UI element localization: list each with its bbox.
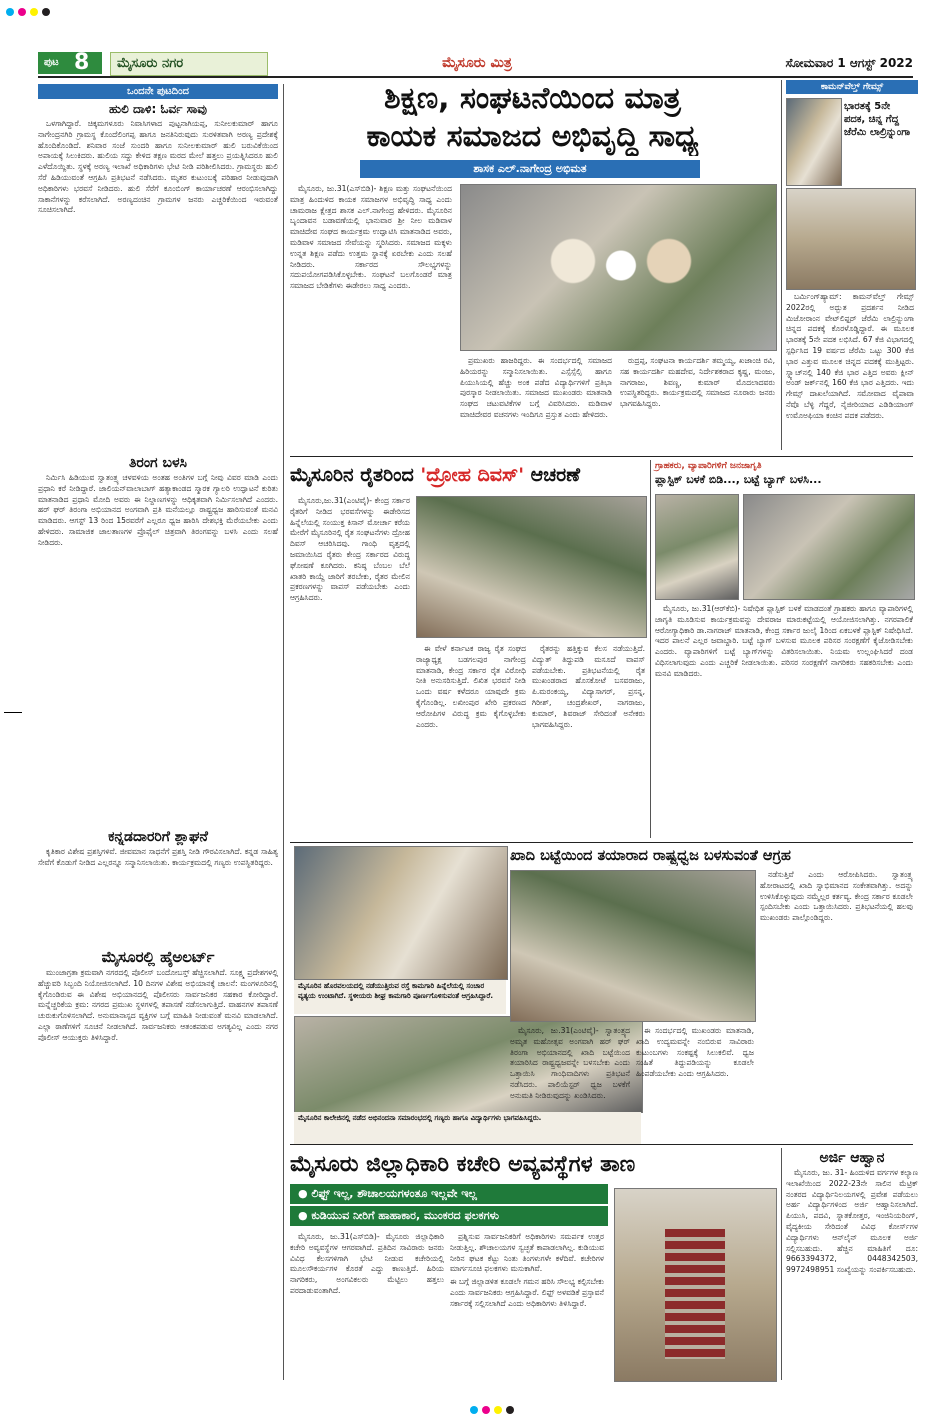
plastic-body [655,604,913,838]
raitha-body-right [532,644,645,838]
lead-body-left-text: ಮೈಸೂರು, ಜು.31(ಎಸ್‌ಬಿಡಿ)- ಶಿಕ್ಷಣ ಮತ್ತು ಸಂಘಟನೆಯಿಂದ ಮಾತ್ರ ಹಿಂದುಳಿದ ಕಾಯಕ ಸಮಾಜಗಳ ಅಭಿವೃದ್ಧಿ ಸಾಧ್ಯ ಎಂದು ಚಾಮರಾಜ ಕ್ಷೇತ್ರದ ಶಾಸಕ ಎಲ್.ನಾಗೇಂದ್ರ ಹೇಳಿದರು. ಮೈಸೂರಿನ ಬೃಂದಾವನ ಬಡಾವಣೆಯಲ್ಲಿ ಭಾನುವಾರ ಶ್ರೀ ನೀಲ ಮಡಿವಾಳ ಮಾಚಿದೇವ ಸಂಘದ ಕಾರ್ಯಕ್ರಮ ಉದ್ಘಾಟಿಸಿ ಮಾತನಾಡಿದ ಅವರು, ಮಡಿವಾಳ ಸಮಾಜದ ಸೇವೆಯನ್ನು ಸ್ಮರಿಸಿದರು. ಸಮಾಜದ ಮಕ್ಕಳು ಉನ್ನತ ಶಿಕ್ಷಣ ಪಡೆದು ಉತ್ತಮ ಸ್ಥಾನಕ್ಕೆ ಏರಬೇಕು ಎಂದು ಸಲಹೆ ನೀಡಿದರು. ಸರ್ಕಾರದ ಸೌಲಭ್ಯಗಳನ್ನು ಸದುಪಯೋಗಪಡಿಸಿಕೊಳ್ಳಬೇಕು. ಸಂಘಟನೆ ಬಲಗೊಂಡರೆ ಮಾತ್ರ ಸಮಾಜದ ಬೇಡಿಕೆಗಳು ಈಡೇರಲು ಸಾಧ್ಯ ಎಂದರು. [290,184,452,291]
application-body-text: ಮೈಸೂರು, ಜು. 31- ಹಿಂದುಳಿದ ವರ್ಗಗಳ ಕಲ್ಯಾಣ ಇಲಾಖೆಯಿಂದ 2022-23ನೇ ಸಾಲಿನ ಮೆಟ್ರಿಕ್ ನಂತರದ ವಿದ್ಯಾರ್ಥಿನಿಲಯಗಳಲ್ಲಿ ಪ್ರವೇಶ ಪಡೆಯಲು ಅರ್ಹ ವಿದ್ಯಾರ್ಥಿಗಳಿಂದ ಅರ್ಜಿ ಆಹ್ವಾನಿಸಲಾಗಿದೆ. ಪಿಯುಸಿ, ಪದವಿ, ಸ್ನಾತಕೋತ್ತರ, ಇಂಜಿನಿಯರಿಂಗ್, ವೈದ್ಯಕೀಯ ಸೇರಿದಂತೆ ವಿವಿಧ ಕೋರ್ಸ್‌ಗಳ ವಿದ್ಯಾರ್ಥಿಗಳು ಆನ್‌ಲೈನ್ ಮೂಲಕ ಅರ್ಜಿ ಸಲ್ಲಿಸಬಹುದು. ಹೆಚ್ಚಿನ ಮಾಹಿತಿಗೆ ದೂ: 9663394372, 0448342503, 9972498951 ಸಂಖ್ಯೆಯನ್ನು ಸಂಪರ್ಕಿಸಬಹುದು. [786,1168,918,1275]
raitha-body-right-text: ರೈತರನ್ನು ಹತ್ತಿಕ್ಕುವ ಕೆಲಸ ನಡೆಯುತ್ತಿದೆ. ವಿದ್ಯುತ್ ತಿದ್ದುಪಡಿ ಮಸೂದೆ ವಾಪಸ್ ಪಡೆಯಬೇಕು. ಪ್ರತಿಭಟನೆಯಲ್ಲಿ ರೈತ ಮುಖಂಡರಾದ ಹೊಸಕೋಟೆ ಬಸವರಾಜು, ಪಿ.ಮರಂಕಯ್ಯ, ವಿದ್ಯಾಸಾಗರ್, ಪ್ರಸನ್ನ, ಗಿರೀಶ್, ಚಂದ್ರಶೇಖರ್, ನಾಗರಾಜು, ಕುಮಾರ್, ಶಿವರಾಜ್ ಸೇರಿದಂತೆ ಅನೇಕರು ಭಾಗವಹಿಸಿದ್ದರು. [532,644,645,729]
raitha-body-left-text: ಮೈಸೂರು,ಜು.31(ಎಂಟಿವೈ)- ಕೇಂದ್ರ ಸರ್ಕಾರ ರೈತರಿಗೆ ನೀಡಿದ ಭರವಸೆಗಳನ್ನು ಈಡೇರಿಸದ ಹಿನ್ನೆಲೆಯಲ್ಲಿ ಸಂಯುಕ್ತ ಕಿಸಾನ್ ಮೋರ್ಚಾ ಕರೆಯ ಮೇರೆಗೆ ಮೈಸೂರಿನಲ್ಲಿ ರೈತ ಸಂಘಟನೆಗಳು ದ್ರೋಹ ದಿವಸ್ ಆಚರಿಸಿದವು. ಗಾಂಧಿ ವೃತ್ತದಲ್ಲಿ ಜಮಾಯಿಸಿದ ರೈತರು ಕೇಂದ್ರ ಸರ್ಕಾರದ ವಿರುದ್ಧ ಘೋಷಣೆ ಕೂಗಿದರು. ಕನಿಷ್ಠ ಬೆಂಬಲ ಬೆಲೆ ಖಾತರಿ ಕಾಯ್ದೆ ಜಾರಿಗೆ ತರಬೇಕು, ರೈತರ ಮೇಲಿನ ಪ್ರಕರಣಗಳನ್ನು ವಾಪಸ್ ಪಡೆಯಬೇಕು ಎಂದು ಆಗ್ರಹಿಸಿದರು. [290,496,410,603]
construction-photo [294,846,508,980]
application-call [781,1148,918,1380]
dc-office-bullet-2: ● ಕುಡಿಯುವ ನೀರಿಗೆ ಹಾಹಾಕಾರ, ಮುಂಕರದ ಫಲಕಗಳು [290,1206,608,1226]
raitha-headline-b: 'ದ್ರೋಹ ದಿವಸ್' [420,464,525,486]
raitha-story [290,460,645,838]
khadi-body-right [760,870,913,1140]
khadi-body-right-text: ನಡೆಸುತ್ತಿವೆ ಎಂದು ಆರೋಪಿಸಿದರು. ಸ್ವಾತಂತ್ರ್ಯ ಹೋರಾಟದಲ್ಲಿ ಖಾದಿ ಸ್ವಾಭಿಮಾನದ ಸಂಕೇತವಾಗಿತ್ತು. ಅದನ್ನು ಉಳಿಸಿಕೊಳ್ಳುವುದು ನಮ್ಮೆಲ್ಲರ ಕರ್ತವ್ಯ. ಕೇಂದ್ರ ಸರ್ಕಾರ ಕೂಡಲೇ ಸ್ಪಂದಿಸಬೇಕು ಎಂದು ಒತ್ತಾಯಿಸಿದರು. ಪ್ರತಿಭಟನೆಯಲ್ಲಿ ಹಲವು ಮುಖಂಡರು ಪಾಲ್ಗೊಂಡಿದ್ದರು. [760,870,913,923]
lead-body-left [290,184,452,450]
tiranga-body [38,473,278,823]
khadi-story [510,846,913,1140]
raitha-headline [290,460,645,490]
lead-photo-figures [501,225,741,315]
staircase-shape [665,1229,725,1359]
continued-banner: ಒಂದನೇ ಪುಟದಿಂದ [38,84,278,99]
masthead-rule [38,76,913,78]
left-column [38,84,278,1380]
page-label: ಪುಟ [44,57,59,68]
registration-mark-magenta [18,8,26,16]
khadi-body-center [636,1026,754,1140]
khadi-photo [510,870,756,1022]
raitha-headline-c: ಆಚರಣೆ [524,464,581,486]
high-alert-text: ಮುಂಜಾಗ್ರತಾ ಕ್ರಮವಾಗಿ ನಗರದಲ್ಲಿ ಪೊಲೀಸ್ ಬಂದೋಬಸ್ತ್ ಹೆಚ್ಚಿಸಲಾಗಿದೆ. ಸೂಕ್ಷ್ಮ ಪ್ರದೇಶಗಳಲ್ಲಿ ಹೆಚ್ಚುವರಿ ಸಿಬ್ಬಂದಿ ನಿಯೋಜಿಸಲಾಗಿದೆ. 10 ದಿನಗಳ ವಿಶೇಷ ಅಭಿಯಾನಕ್ಕೆ ಚಾಲನೆ: ಮಂಗಳೂರಿನಲ್ಲಿ ಕೈಗೊಂಡಿರುವ ಈ ವಿಶೇಷ ಅಭಿಯಾನದಲ್ಲಿ ಪೊಲೀಸರು ಸಾರ್ವಜನಿಕರ ಸಹಕಾರ ಕೋರಿದ್ದಾರೆ. ಮನ್ನೆಚ್ಚರಿಕೆಯ ಕ್ರಮ: ನಗರದ ಪ್ರಮುಖ ಸ್ಥಳಗಳಲ್ಲಿ ತಪಾಸಣೆ ನಡೆಸಲಾಗುತ್ತಿದೆ. ವಾಹನಗಳ ತಪಾಸಣೆ ಚುರುಕುಗೊಳಿಸಲಾಗಿದೆ. ಅನುಮಾನಾಸ್ಪದ ವ್ಯಕ್ತಿಗಳ ಬಗ್ಗೆ ಮಾಹಿತಿ ನೀಡುವಂತೆ ಮನವಿ ಮಾಡಲಾಗಿದೆ. ಎಲ್ಲಾ ಠಾಣೆಗಳಿಗೆ ಸೂಚನೆ ನೀಡಲಾಗಿದೆ. ಸಾರ್ವಜನಿಕರು ಆತಂಕಪಡುವ ಅಗತ್ಯವಿಲ್ಲ ಎಂದು ನಗರ ಪೊಲೀಸ್ ಆಯುಕ್ತರು ತಿಳಿಸಿದ್ದಾರೆ. [38,968,278,1042]
kannada-body [38,847,278,942]
sports-photo [786,98,842,186]
raitha-headline-a: ಮೈಸೂರಿನ ರೈತರಿಂದ [290,464,421,486]
lead-story [290,80,775,450]
section-rule-2 [290,842,913,843]
paper-name: ಮೈಸೂರು ಮಿತ್ರ [442,55,512,71]
sports-headline: ಭಾರತಕ್ಕೆ 5ನೇ ಪದಕ, ಚಿನ್ನ ಗೆದ್ದ ಜೆರೆಮಿ ಲಾಲ್ರಿನ್ನುಂಗಾ [844,101,911,138]
sports-tag: ಕಾಮನ್‌ವೆಲ್ತ್ ಗೇಮ್ಸ್ [786,80,918,94]
group-caption: ಮೈಸೂರಿನ ಕಾಲೇಜಿನಲ್ಲಿ ನಡೆದ ಅಭಿನಂದನಾ ಸಮಾರಂಭದಲ್ಲಿ ಗಣ್ಯರು ಹಾಗೂ ವಿದ್ಯಾರ್ಥಿಗಳು ಭಾಗವಹಿಸಿದ್ದರು. [294,1112,641,1144]
raitha-divider [650,460,651,838]
khadi-body-left [510,1026,630,1140]
kannada-text: ಕೃತಿಕಾರ ವಿಶೇಷ ಪ್ರಶಸ್ತಿಗಳಿವೆ. ಜೀವಮಾನ ಸಾಧನೆಗೆ ಪ್ರಶಸ್ತಿ ನೀಡಿ ಗೌರವಿಸಲಾಗಿದೆ. ಕನ್ನಡ ಸಾಹಿತ್ಯ ಸೇವೆಗೆ ಕೊಡುಗೆ ನೀಡಿದ ಎಲ್ಲರನ್ನೂ ಸನ್ಮಾನಿಸಲಾಯಿತು. ಕಾರ್ಯಕ್ರಮದಲ್ಲಿ ಗಣ್ಯರು ಉಪಸ್ಥಿತರಿದ್ದರು. [38,847,278,867]
lead-subhead [360,160,700,178]
application-body [786,1168,918,1378]
khadi-headline: ಖಾದಿ ಬಟ್ಟೆಯಿಂದ ತಯಾರಾದ ರಾಷ್ಟ್ರಧ್ವಜ ಬಳಸುವಂತೆ ಆಗ್ರಹ [510,848,791,864]
construction-caption: ಮೈಸೂರಿನ ಹೊರವಲಯದಲ್ಲಿ ನಡೆಯುತ್ತಿರುವ ರಸ್ತೆ ಕಾಮಗಾರಿ ಹಿನ್ನೆಲೆಯಲ್ಲಿ ಸಂಚಾರ ವ್ಯತ್ಯಯ ಉಂಟಾಗಿದೆ. ಸ್ಥಳೀಯರು ಶೀಘ್ರ ಕಾಮಗಾರಿ ಪೂರ್ಣಗೊಳಿಸುವಂತೆ ಆಗ್ರಹಿಸಿದ್ದಾರೆ. [294,980,506,1014]
tiranga-headline: ತಿರಂಗ ಬಳಸಿ [129,455,187,471]
lead-photo [460,184,777,351]
sports-sidebar [781,80,918,450]
khadi-body-left-text: ಮೈಸೂರು, ಜು.31(ಎಂಟಿವೈ)- ಸ್ವಾತಂತ್ರ್ಯದ ಅಮೃತ ಮಹೋತ್ಸವ ಅಂಗವಾಗಿ ಹರ್ ಘರ್ ತಿರಂಗಾ ಅಭಿಯಾನದಲ್ಲಿ ಖಾದಿ ಬಟ್ಟೆಯಿಂದ ತಯಾರಿಸಿದ ರಾಷ್ಟ್ರಧ್ವಜವನ್ನೇ ಬಳಸಬೇಕು ಎಂದು ಒತ್ತಾಯಿಸಿ ಗಾಂಧಿವಾದಿಗಳು ಪ್ರತಿಭಟನೆ ನಡೆಸಿದರು. ಪಾಲಿಯೆಸ್ಟರ್ ಧ್ವಜ ಬಳಕೆಗೆ ಅನುಮತಿ ನೀಡಿರುವುದನ್ನು ಖಂಡಿಸಿದರು. [510,1026,630,1100]
sports-body [786,292,914,450]
raitha-body-center [416,644,526,838]
registration-mark-bottom-yellow [494,1406,502,1414]
lead-body-right [620,356,775,450]
dc-office-photo [614,1188,777,1382]
date-label: ಸೋಮವಾರ 1 ಆಗಸ್ಟ್ 2022 [785,56,913,70]
registration-mark-yellow [30,8,38,16]
masthead [38,52,913,76]
registration-mark-black [42,8,50,16]
plastic-body-text: ಮೈಸೂರು, ಜು.31(ಆರ್‌ಕೆಬಿ)- ನಿಷೇಧಿತ ಪ್ಲಾಸ್ಟಿಕ್ ಬಳಕೆ ಮಾಡದಂತೆ ಗ್ರಾಹಕರು ಹಾಗೂ ವ್ಯಾಪಾರಿಗಳಲ್ಲಿ ಜಾಗೃತಿ ಮೂಡಿಸುವ ಕಾರ್ಯಕ್ರಮವನ್ನು ದೇವರಾಜ ಮಾರುಕಟ್ಟೆಯಲ್ಲಿ ಆಯೋಜಿಸಲಾಗಿತ್ತು. ನಗರಪಾಲಿಕೆ ಆರೋಗ್ಯಾಧಿಕಾರಿ ಡಾ.ನಾಗರಾಜ್ ಮಾತನಾಡಿ, ಕೇಂದ್ರ ಸರ್ಕಾರ ಜುಲೈ 1ರಿಂದ ಏಕಬಳಕೆ ಪ್ಲಾಸ್ಟಿಕ್ ನಿಷೇಧಿಸಿದೆ. ಇದರ ಪಾಲನೆ ಎಲ್ಲರ ಜವಾಬ್ದಾರಿ. ಬಟ್ಟೆ ಬ್ಯಾಗ್ ಬಳಸುವ ಮೂಲಕ ಪರಿಸರ ಸಂರಕ್ಷಣೆಗೆ ಕೈಜೋಡಿಸಬೇಕು ಎಂದರು. ವ್ಯಾಪಾರಿಗಳಿಗೆ ಬಟ್ಟೆ ಬ್ಯಾಗ್‌ಗಳನ್ನು ವಿತರಿಸಲಾಯಿತು. ನಿಯಮ ಉಲ್ಲಂಘಿಸಿದರೆ ದಂಡ ವಿಧಿಸಲಾಗುವುದು ಎಂದು ಎಚ್ಚರಿಕೆ ನೀಡಲಾಯಿತು. ಪರಿಸರ ಸಂರಕ್ಷಣೆಗೆ ನಾಗರಿಕರು ಸಹಕರಿಸಬೇಕು ಎಂದು ಮನವಿ ಮಾಡಿದರು. [655,604,913,678]
raitha-body-center-text: ಈ ವೇಳೆ ಕರ್ನಾಟಕ ರಾಜ್ಯ ರೈತ ಸಂಘದ ರಾಜ್ಯಾಧ್ಯಕ್ಷ ಬಡಗಲಪುರ ನಾಗೇಂದ್ರ ಮಾತನಾಡಿ, ಕೇಂದ್ರ ಸರ್ಕಾರ ರೈತ ವಿರೋಧಿ ನೀತಿ ಅನುಸರಿಸುತ್ತಿದೆ. ಲಿಖಿತ ಭರವಸೆ ನೀಡಿ ಒಂದು ವರ್ಷ ಕಳೆದರೂ ಯಾವುದೇ ಕ್ರಮ ಕೈಗೊಂಡಿಲ್ಲ. ಲಖೀಂಪುರ ಖೇರಿ ಪ್ರಕರಣದ ಆರೋಪಿಗಳ ವಿರುದ್ಧ ಕ್ರಮ ಕೈಗೊಳ್ಳಬೇಕು ಎಂದರು. [416,644,526,729]
section-name: ಮೈಸೂರು ನಗರ [110,52,268,76]
dc-body-center [450,1232,604,1380]
tiger-attack-text: ಒಳಗಾಗಿದ್ದಾರೆ. ಚಿಕ್ಕಮಗಳೂರು ನಿವಾಸಿಗಳಾದ ಪುಟ್ಟನಾಗಿಯಪ್ಪ, ಸುನೀಲಕುಮಾರ್ ಹಾಗೂ ನಾಗೇಂದ್ರನಗಿರಿ ಗ್ರಾಮಸ್ಥ ಕೊಂದೆಲಿಂಗಪ್ಪ ಹಾಗೂ ಜನತಿನಿರುವುದು ಸುರಳಿತವಾಗಿ ಅರಣ್ಯ ಪ್ರದೇಶಕ್ಕೆ ಹೊಂದಿಕೊಂಡಿದೆ. ಶನಿವಾರ ಸಂಜೆ ಸುಂದರಿ ಹಾಗೂ ಸುನೀಲಕುಮಾರ್ ಹುಲಿ ಬರುವಿಕೆಯಿಂದ ಅಪಾಯಕ್ಕೆ ಸಿಲುಕಿದರು. ಹುಲಿಯ ಸದ್ದು ಕೇಳಿದ ತಕ್ಷಣ ಮರದ ಮೇಲೆ ಹತ್ತಲು ಪ್ರಯತ್ನಿಸಿದರೂ ಹುಲಿ ಎಳೆದೊಯ್ದಿತು. ಸ್ಥಳಕ್ಕೆ ಅರಣ್ಯ ಇಲಾಖೆ ಅಧಿಕಾರಿಗಳು ಭೇಟಿ ನೀಡಿ ಪರಿಶೀಲಿಸಿದರು. ಗ್ರಾಮಸ್ಥರು ಹುಲಿ ಸೆರೆ ಹಿಡಿಯುವಂತೆ ಆಗ್ರಹಿಸಿ ಪ್ರತಿಭಟನೆ ನಡೆಸಿದರು. ಮೃತರ ಕುಟುಂಬಕ್ಕೆ ಪರಿಹಾರ ನೀಡುವುದಾಗಿ ಅಧಿಕಾರಿಗಳು ಭರವಸೆ ನೀಡಿದರು. ಹುಲಿ ಸೆರೆಗೆ ಕೂಂಬಿಂಗ್ ಕಾರ್ಯಾಚರಣೆ ಆರಂಭಿಸಲಾಗಿದ್ದು ಸಾಕಾನೆಗಳನ್ನು ಕರೆಸಲಾಗಿದೆ. ಅರಣ್ಯದಂಚಿನ ಗ್ರಾಮಗಳ ಜನರು ಎಚ್ಚರಿಕೆಯಿಂದ ಇರುವಂತೆ ಸೂಚಿಸಲಾಗಿದೆ. [38,119,278,215]
high-alert-body [38,968,278,1380]
plastic-photo-1 [655,494,739,600]
plastic-headline: ಪ್ಲಾಸ್ಟಿಕ್ ಬಳಕೆ ಬಿಡಿ..., ಬಟ್ಟೆ ಬ್ಯಾಗ್ ಬಳಸಿ... [655,473,822,486]
plastic-kicker: ಗ್ರಾಹಕರು, ವ್ಯಾಪಾರಿಗಳಿಗೆ ಜನಜಾಗೃತಿ [655,461,762,471]
section-rule-1 [290,456,913,457]
lead-body-center [460,356,612,450]
left-column-divider [283,84,284,1380]
sports-photo-lifter [786,188,916,290]
tiger-attack-body [38,119,278,449]
dc-office-headline: ಮೈಸೂರು ಜಿಲ್ಲಾಧಿಕಾರಿ ಕಚೇರಿ ಅವ್ಯವಸ್ಥೆಗಳ ತಾಣ [290,1152,636,1177]
raitha-photo [416,496,647,638]
lead-body-center-text: ಪ್ರಮುಖರು ಹಾಜರಿದ್ದರು. ಈ ಸಂದರ್ಭದಲ್ಲಿ ಸಮಾಜದ ಹಿರಿಯರನ್ನು ಸನ್ಮಾನಿಸಲಾಯಿತು. ಎಸ್ಸೆಸ್ಸೆಲ್ಸಿ ಹಾಗೂ ಪಿಯುಸಿಯಲ್ಲಿ ಹೆಚ್ಚು ಅಂಕ ಪಡೆದ ವಿದ್ಯಾರ್ಥಿಗಳಿಗೆ ಪ್ರತಿಭಾ ಪುರಸ್ಕಾರ ನೀಡಲಾಯಿತು. ಸಮಾಜದ ಮುಖಂಡರು ಮಾತನಾಡಿ ಸಂಘದ ಚಟುವಟಿಕೆಗಳ ಬಗ್ಗೆ ವಿವರಿಸಿದರು. ಮಡಿವಾಳ ಮಾಚಿದೇವರ ವಚನಗಳು ಇಂದಿಗೂ ಪ್ರಸ್ತುತ ಎಂದು ಹೇಳಿದರು. [460,356,612,419]
high-alert-headline: ಮೈಸೂರಲ್ಲಿ ಹೈಅಲರ್ಟ್ [101,948,215,966]
registration-mark-cyan [6,8,14,16]
kannada-headline: ಕನ್ನಡದಾರರಿಗೆ ಶ್ಲಾಘನೆ [108,829,208,845]
dc-office-story [290,1148,775,1380]
lead-headline-line2: ಕಾಯಕ ಸಮಾಜದ ಅಭಿವೃದ್ಧಿ ಸಾಧ್ಯ [366,119,699,154]
dc-body-left-text: ಮೈಸೂರು, ಜು.31(ಎಸ್‌ಬಿಡಿ)- ಮೈಸೂರು ಜಿಲ್ಲಾಧಿಕಾರಿ ಕಚೇರಿ ಅವ್ಯವಸ್ಥೆಗಳ ಆಗರವಾಗಿದೆ. ಪ್ರತಿದಿನ ಸಾವಿರಾರು ಜನರು ವಿವಿಧ ಕೆಲಸಗಳಿಗಾಗಿ ಭೇಟಿ ನೀಡುವ ಕಚೇರಿಯಲ್ಲಿ ಮೂಲಸೌಕರ್ಯಗಳ ಕೊರತೆ ಎದ್ದು ಕಾಣುತ್ತಿದೆ. ಹಿರಿಯ ನಾಗರಿಕರು, ಅಂಗವಿಕಲರು ಮೆಟ್ಟಿಲು ಹತ್ತಲು ಪರದಾಡುವಂತಾಗಿದೆ. [290,1232,444,1295]
dc-body-center-text: ಪ್ರಶ್ನಿಸುವ ಸಾರ್ವಜನಿಕರಿಗೆ ಅಧಿಕಾರಿಗಳು ಸಮರ್ಪಕ ಉತ್ತರ ನೀಡುತ್ತಿಲ್ಲ. ಶೌಚಾಲಯಗಳ ಸ್ವಚ್ಛತೆ ಕಾಪಾಡಲಾಗಿಲ್ಲ. ಕುಡಿಯುವ ನೀರಿನ ಘಟಕ ಕೆಟ್ಟು ನಿಂತು ತಿಂಗಳುಗಳೇ ಕಳೆದಿವೆ. ಕಚೇರಿಗಳ ಮಾರ್ಗಸೂಚಿ ಫಲಕಗಳು ಮಸುಕಾಗಿವೆ. [450,1232,604,1274]
khadi-body-center-text: ಈ ಸಂದರ್ಭದಲ್ಲಿ ಮುಖಂಡರು ಮಾತನಾಡಿ, ಖಾದಿ ಉದ್ಯಮವನ್ನೇ ನಂಬಿರುವ ಸಾವಿರಾರು ಕುಟುಂಬಗಳು ಸಂಕಷ್ಟಕ್ಕೆ ಸಿಲುಕಲಿವೆ. ಧ್ವಜ ಸಂಹಿತೆ ತಿದ್ದುಪಡಿಯನ್ನು ಕೂಡಲೇ ಹಿಂಪಡೆಯಬೇಕು ಎಂದು ಆಗ್ರಹಿಸಿದರು. [636,1026,754,1079]
registration-mark-bottom-magenta [482,1406,490,1414]
registration-mark-bottom-cyan [470,1406,478,1414]
page-number-box [38,52,102,74]
raitha-body-left [290,496,410,838]
dc-body-right-text: ಈ ಬಗ್ಗೆ ಜಿಲ್ಲಾಡಳಿತ ಕೂಡಲೇ ಗಮನ ಹರಿಸಿ ಸೌಲಭ್ಯ ಕಲ್ಪಿಸಬೇಕು ಎಂದು ಸಾರ್ವಜನಿಕರು ಆಗ್ರಹಿಸಿದ್ದಾರೆ. ಲಿಫ್ಟ್ ಅಳವಡಿಕೆ ಪ್ರಸ್ತಾವನೆ ಸರ್ಕಾರಕ್ಕೆ ಸಲ್ಲಿಸಲಾಗಿದೆ ಎಂದು ಅಧಿಕಾರಿಗಳು ತಿಳಿಸಿದ್ದಾರೆ. [450,1277,604,1308]
section-rule-3 [290,1144,913,1145]
dc-office-bullet-1: ● ಲಿಫ್ಟ್ ಇಲ್ಲ, ಶೌಚಾಲಯಗಳಂತೂ ಇಲ್ಲವೇ ಇಲ್ಲ [290,1184,608,1204]
dc-body-left [290,1232,444,1380]
tiranga-text: ನಿರ್ಮಿಸಿ ಹಿಡಿಯುವ ಸ್ವಾತಂತ್ರ್ಯ ಚಳವಳಿಯ ಅಂತಹ ಅಂತಿಗಳ ಬಗ್ಗೆ ನೀವು ವಿವರ ಮಾಡಿ ಎಂದು ಪ್ರಧಾನಿ ಕರೆ ನೀಡಿದ್ದಾರೆ. ಜಾಲಿಯನ್‌ವಾಲಾಬಾಗ್ ಹತ್ಯಾಕಾಂಡದ ಸ್ಮಾರಕ ಗ್ಯಾಲರಿ ಉದ್ಘಾಟನೆ ಕುರಿತು ಮಾತನಾಡಿದ ಪ್ರಧಾನಿ ಮೋದಿ ಅವರು ಈ ನಿಲ್ದಾಣಗಳನ್ನು ಆಧಿಕೃತವಾಗಿ ನಿರ್ಮಿಸಲಾಗಿದೆ ಎಂದರು. ಹರ್ ಘರ್ ತಿರಂಗಾ ಅಭಿಯಾನದ ಅಂಗವಾಗಿ ಪ್ರತಿ ಮನೆಯಲ್ಲೂ ರಾಷ್ಟ್ರಧ್ವಜ ಹಾರಿಸುವಂತೆ ಮನವಿ ಮಾಡಿದರು. ಆಗಸ್ಟ್ 13 ರಿಂದ 15ರವರೆಗೆ ಎಲ್ಲರೂ ಧ್ವಜ ಹಾರಿಸಿ ದೇಶಭಕ್ತಿ ಮೆರೆಯಬೇಕು ಎಂದು ಹೇಳಿದರು. ಸಾಮಾಜಿಕ ಜಾಲತಾಣಗಳ ಪ್ರೊಫೈಲ್ ಚಿತ್ರವಾಗಿ ತಿರಂಗವನ್ನು ಬಳಸಿ ಎಂದು ಸಲಹೆ ನೀಡಿದರು. [38,473,278,547]
page-number: 8 [74,50,90,75]
plastic-photo-2 [743,494,915,600]
sports-body-text: ಬರ್ಮಿಂಗ್‌ಹ್ಯಾಮ್: ಕಾಮನ್‌ವೆಲ್ತ್ ಗೇಮ್ಸ್ 2022ರಲ್ಲಿ ಅದ್ಭುತ ಪ್ರದರ್ಶನ ನೀಡಿದ ಮಿಜೋರಾಂನ ವೇಟ್‌ಲಿಫ್ಟರ್ ಜೆರೆಮಿ ಲಾಲ್ರಿನ್ನುಂಗಾ ಚಿನ್ನದ ಪದಕಕ್ಕೆ ಕೊರಳೊಡ್ಡಿದ್ದಾರೆ. ಈ ಮೂಲಕ ಭಾರತಕ್ಕೆ 5ನೇ ಪದಕ ಲಭಿಸಿದೆ. 67 ಕೆಜಿ ವಿಭಾಗದಲ್ಲಿ ಸ್ಪರ್ಧಿಸಿದ 19 ವರ್ಷದ ಜೆರೆಮಿ ಒಟ್ಟು 300 ಕೆಜಿ ಭಾರ ಎತ್ತುವ ಮೂಲಕ ಚಿನ್ನದ ಪದಕಕ್ಕೆ ಮುತ್ತಿಟ್ಟರು. ಸ್ನ್ಯಾಚ್‌ನಲ್ಲಿ 140 ಕೆಜಿ ಭಾರ ಎತ್ತಿದ ಅವರು ಕ್ಲೀನ್ ಅಂಡ್ ಜರ್ಕ್‌ನಲ್ಲಿ 160 ಕೆಜಿ ಭಾರ ಎತ್ತಿದರು. ಇದು ಗೇಮ್ಸ್ ದಾಖಲೆಯಾಗಿದೆ. ಸಮೋವಾದ ವೈಪಾವಾ ನೆವೊ ಬೆಳ್ಳಿ ಗೆದ್ದರೆ, ನೈಜೀರಿಯಾದ ಎಡಿಡಿಯಾಂಗ್ ಉಮೊಅಫಿಯಾ ಕಂಚಿನ ಪದಕ ಪಡೆದರು. [786,292,914,420]
tiger-attack-headline: ಹುಲಿ ದಾಳಿ: ಓರ್ವ ಸಾವು [108,102,207,116]
registration-mark-bottom-black [506,1406,514,1414]
plastic-story [655,460,913,838]
lead-subhead-text: ಶಾಸಕ ಎಲ್.ನಾಗೇಂದ್ರ ಅಭಿಮತ [473,162,587,175]
application-headline: ಅರ್ಜಿ ಆಹ್ವಾನ [819,1150,885,1166]
lead-headline-line1: ಶಿಕ್ಷಣ, ಸಂಘಟನೆಯಿಂದ ಮಾತ್ರ [384,81,681,116]
lead-body-right-text: ರುದ್ರಪ್ಪ, ಸಂಘಟನಾ ಕಾರ್ಯದರ್ಶಿ ತಮ್ಮಯ್ಯ, ಖಜಾಂಚಿ ರವಿ, ಸಹ ಕಾರ್ಯದರ್ಶಿ ಮಹದೇವ, ನಿರ್ದೇಶಕರಾದ ಕೃಷ್ಣ, ಮಂಜು, ನಾಗರಾಜು, ಶಿವಣ್ಣ, ಕುಮಾರ್ ಮೊದಲಾದವರು ಉಪಸ್ಥಿತರಿದ್ದರು. ಕಾರ್ಯಕ್ರಮದಲ್ಲಿ ಸಮಾಜದ ನೂರಾರು ಜನರು ಭಾಗವಹಿಸಿದ್ದರು. [620,356,775,409]
crop-mark-left [4,712,22,713]
